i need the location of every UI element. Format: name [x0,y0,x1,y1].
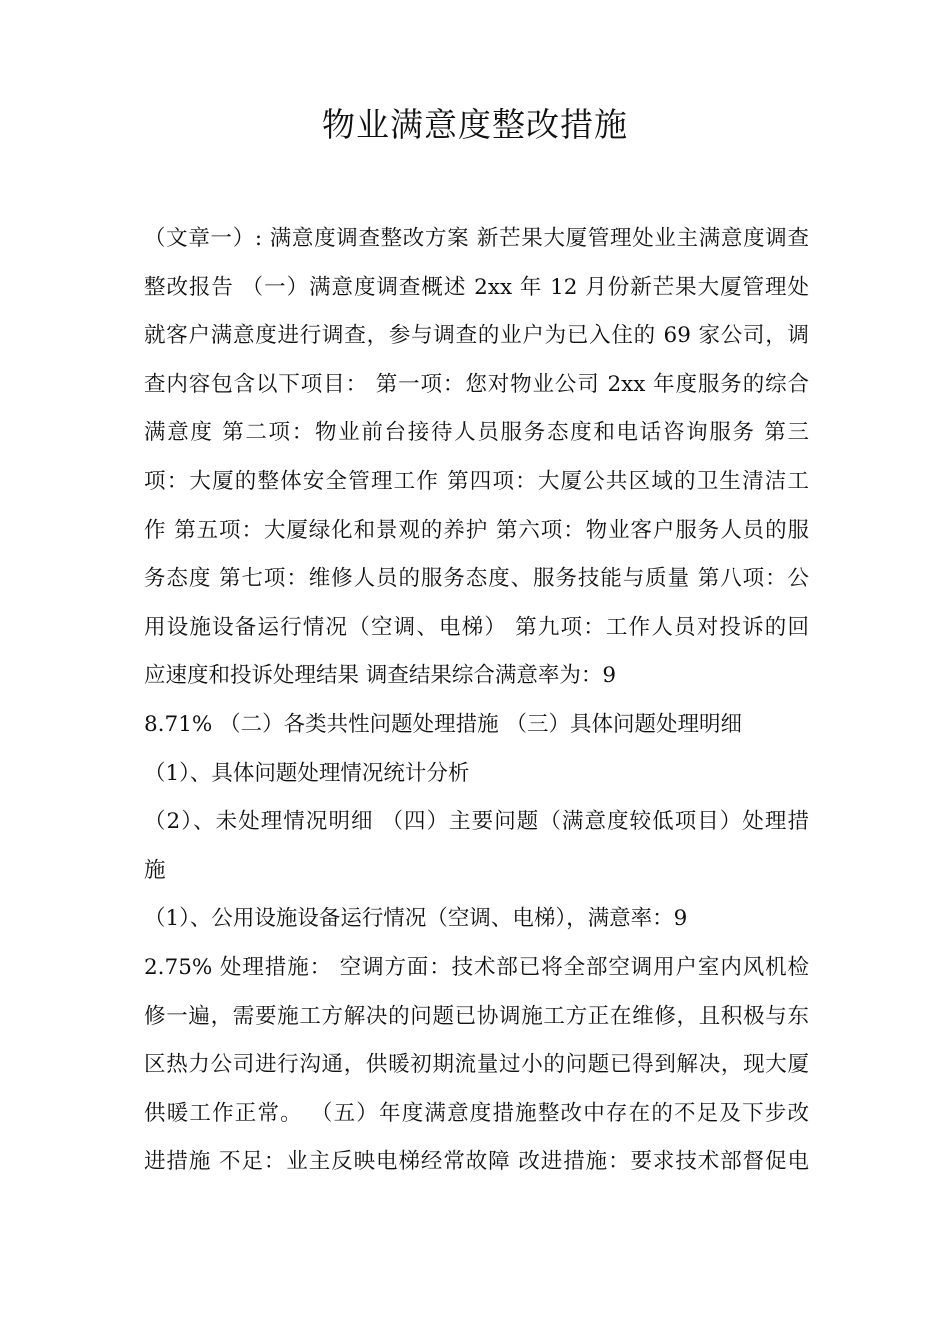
document-body [144,215,809,1187]
text-line: 用设施设备运行情况（空调、电梯） 第九项：工作人员对投诉的回 [144,614,809,640]
text-line: （文章一）: 满意度调查整改方案 新芒果大厦管理处业主满意度调查 [144,226,809,251]
text-line: 务态度 第七项：维修人员的服务态度、服务技能与质量 第八项：公 [144,566,809,592]
text-line: 就客户满意度进行调查，参与调查的业户为已入住的 69 家公司，调 [144,323,809,349]
text-line: 施 [144,857,166,883]
text-line: 整改报告 （一）满意度调查概述 2xx 年 12 月份新芒果大厦管理处 [144,274,809,300]
text-line: 修一遍，需要施工方解决的问题已协调施工方正在维修，且积极与东 [144,1003,809,1029]
text-line: （2）、未处理情况明细 （四）主要问题（满意度较低项目）处理措 [144,809,809,835]
text-line: （1）、具体问题处理情况统计分析 [144,760,470,786]
text-line: 8.71% （二）各类共性问题处理措施 （三）具体问题处理明细 [144,711,742,737]
text-line: 作 第五项：大厦绿化和景观的养护 第六项：物业客户服务人员的服 [144,517,809,543]
text-line: 供暖工作正常。 （五）年度满意度措施整改中存在的不足及下步改 [144,1100,809,1126]
document-title: 物业满意度整改措施 [322,105,628,144]
text-line: 应速度和投诉处理结果 调查结果综合满意率为：9 [144,663,617,689]
text-line: 进措施 不足：业主反映电梯经常故障 改进措施：要求技术部督促电 [144,1149,809,1175]
text-line: 区热力公司进行沟通，供暖初期流量过小的问题已得到解决，现大厦 [144,1052,809,1078]
text-line: （1）、公用设施设备运行情况（空调、电梯），满意率：9 [144,906,688,932]
text-line: 查内容包含以下项目： 第一项：您对物业公司 2xx 年度服务的综合 [144,371,809,397]
text-line: 2.75% 处理措施： 空调方面：技术部已将全部空调用户室内风机检 [144,954,809,980]
text-line: 项：大厦的整体安全管理工作 第四项：大厦公共区域的卫生清洁工 [144,468,809,494]
text-line: 满意度 第二项：物业前台接待人员服务态度和电话咨询服务 第三 [144,420,809,446]
